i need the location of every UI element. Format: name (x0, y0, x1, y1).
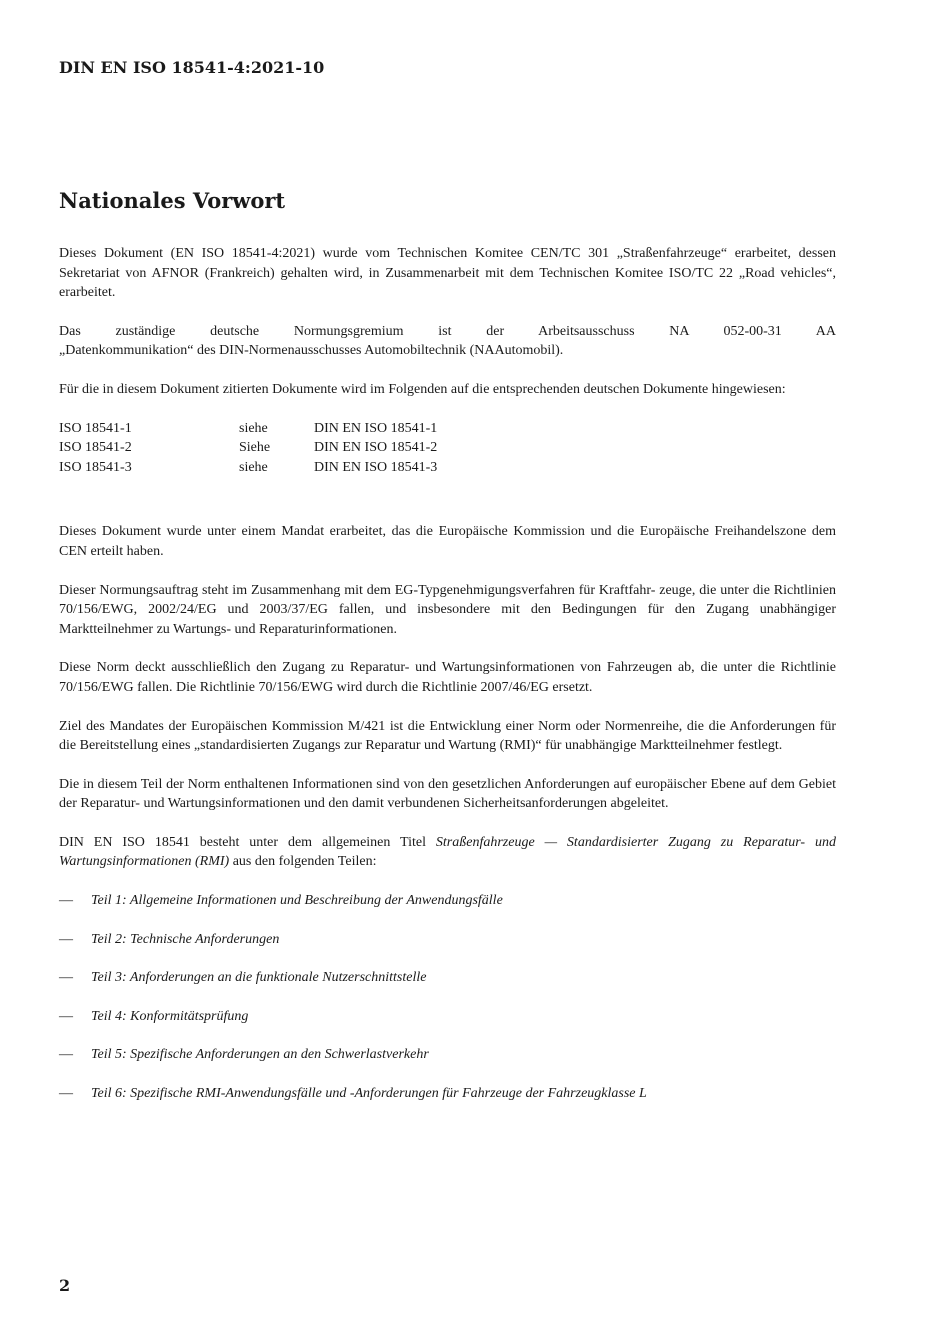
series-title-prefix: DIN EN ISO 18541 besteht unter dem allgemeinen Titel (59, 834, 436, 850)
dash-bullet: — (59, 931, 73, 947)
part-title: Teil 3: Anforderungen an die funktionale Nutzerschnittstelle (91, 970, 427, 986)
document-id-header: DIN EN ISO 18541-4:2021-10 (59, 58, 325, 77)
dash-bullet: — (59, 970, 73, 986)
reference-din: DIN EN ISO 18541-1 (314, 420, 438, 436)
page-content (59, 186, 836, 1123)
paragraph-references-intro: Für die in diesem Dokument zitierten Dokumente wird im Folgenden auf die entsprechenden deutschen Dokumente hingewiesen: (59, 381, 786, 397)
part-title: Teil 1: Allgemeine Informationen und Beschreibung der Anwendungsfälle (91, 893, 503, 909)
list-item (59, 1084, 836, 1104)
paragraph-scope: Diese Norm deckt ausschließlich den Zugang zu Reparatur- und Wartungsinformationen von Fahrzeugen ab, die unter die Richtlinie 70/156/EWG fallen. Die Richtlinie 70/156/EWG wird durch die Richtlinie 2007/46/EG ersetzt. (59, 660, 836, 695)
reference-table (59, 419, 437, 478)
paragraph-legal-requirements: Die in diesem Teil der Norm enthaltenen Informationen sind von den gesetzlichen Anforderungen auf europäischer Ebene auf dem Gebiet der Reparatur- und Wartungsinformationen und den damit verbundenen Sicherheitsanforderungen abgeleitet. (59, 776, 836, 812)
part-title: Teil 5: Spezifische Anforderungen an den Schwerlastverkehr (91, 1047, 429, 1063)
reference-row (59, 419, 437, 439)
dash-bullet: — (59, 893, 73, 909)
reference-row (59, 458, 437, 478)
dash-bullet: — (59, 1008, 73, 1024)
part-title: Teil 2: Technische Anforderungen (91, 931, 280, 947)
part-title: Teil 4: Konformitätsprüfung (91, 1008, 249, 1024)
reference-iso: ISO 18541-2 (59, 440, 132, 456)
section-title: Nationales Vorwort (59, 188, 286, 213)
reference-iso: ISO 18541-1 (59, 420, 132, 436)
paragraph-responsible-body-line-2: „Datenkommunikation“ des DIN-Normenausschusses Automobiltechnik (NAAutomobil). (59, 343, 564, 359)
part-title: Teil 6: Spezifische RMI-Anwendungsfälle und -Anforderungen für Fahrzeuge der Fahrzeugklasse L (91, 1086, 647, 1102)
reference-din: DIN EN ISO 18541-2 (314, 440, 438, 456)
paragraph-mandate: Dieses Dokument wurde unter einem Mandat erarbeitet, das die Europäische Kommission und die Europäische Freihandelszone dem CEN erteilt haben. (59, 524, 836, 559)
paragraph-responsible-body-line-1: Das zuständige deutsche Normungsgremium ist der Arbeitsausschuss NA 052-00-31 AA (59, 323, 836, 339)
list-item (59, 891, 836, 911)
paragraph-type-approval: Dieser Normungsauftrag steht im Zusammenhang mit dem EG-Typgenehmigungsverfahren für Kraftfahr- zeuge, die unter die Richtlinien 70/156/EWG, 2002/24/EG und 2003/37/EG fallen, und insbesondere mit den Bedingungen für den Zugang unabhängiger Marktteilnehmer zu Wartungs- und Reparaturinformationen. (59, 582, 836, 637)
list-item (59, 1007, 836, 1027)
paragraph-responsible-body (59, 322, 836, 361)
reference-relation: siehe (239, 420, 268, 436)
series-title-suffix: aus den folgenden Teilen: (229, 854, 377, 870)
paragraph-series-title (59, 833, 836, 872)
dash-bullet: — (59, 1047, 73, 1063)
paragraph-mandate-goal: Ziel des Mandates der Europäischen Kommission M/421 ist die Entwicklung einer Norm oder Normenreihe, die die Anforderungen für die Bereitstellung eines „standardisierten Zugangs zur Reparatur und Wartung (RMI)“ für unabhängige Marktteilnehmer festlegt. (59, 718, 836, 754)
reference-relation: siehe (239, 459, 268, 475)
list-item (59, 930, 836, 950)
reference-row (59, 438, 437, 458)
paragraph-committee: Dieses Dokument (EN ISO 18541-4:2021) wurde vom Technischen Komitee CEN/TC 301 „Straßenfahrzeuge“ erarbeitet, dessen Sekretariat von AFNOR (Frankreich) gehalten wird, in Zusammenarbeit mit dem Technischen Komitee ISO/TC 22 „Road vehicles“, erarbeitet. (59, 246, 836, 301)
list-item (59, 1045, 836, 1065)
reference-iso: ISO 18541-3 (59, 459, 132, 475)
reference-relation: Siehe (239, 440, 271, 456)
list-item (59, 968, 836, 988)
page-number: 2 (59, 1276, 71, 1295)
dash-bullet: — (59, 1086, 73, 1102)
reference-din: DIN EN ISO 18541-3 (314, 459, 438, 475)
series-title-italic: Straßenfahrzeuge — Standardisierter Zugang zu Reparatur- und Wartungsinformationen (RMI) (59, 834, 836, 870)
parts-list (59, 891, 836, 1104)
